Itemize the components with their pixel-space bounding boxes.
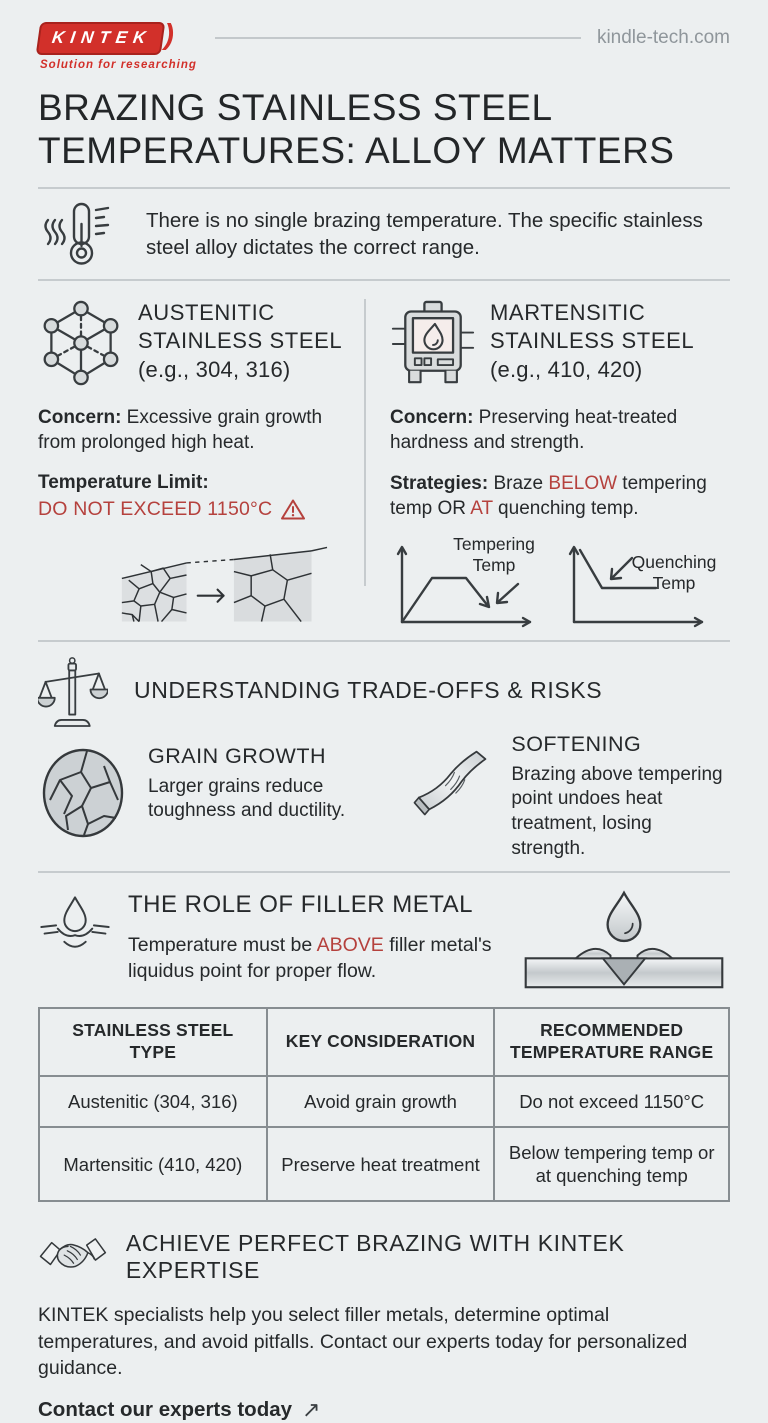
title-line-2: TEMPERATURES: ALLOY MATTERS [38,129,675,171]
austenitic-heading [138,297,342,385]
alloy-spec-table [38,1007,730,1202]
austenitic-grades: (e.g., 304, 316) [138,357,291,382]
kintek-logo [38,19,197,71]
martensitic-column [366,297,730,632]
strategies-text: quenching temp. [492,497,639,519]
table-header-type: STAINLESS STEEL TYPE [39,1008,267,1076]
martensitic-grades: (e.g., 410, 420) [490,357,643,382]
header [38,0,730,71]
strategies-at-highlight: AT [470,497,493,519]
table-header-row [39,1008,729,1076]
table-cell: Do not exceed 1150°C [494,1076,729,1127]
martensitic-concern [390,406,730,455]
strategies-text: Braze [488,473,549,495]
martensitic-heading-line2: STAINLESS STEEL [490,328,695,354]
website-link[interactable]: kindle-tech.com [596,27,730,48]
strategies-text: tempering temp OR [390,473,707,519]
alloy-comparison-section [38,281,730,632]
quenching-chart-label: Quenching Temp [631,551,717,593]
filler-heading: THE ROLE OF FILLER METAL [128,891,473,919]
table-cell: Avoid grain growth [267,1076,495,1127]
bent-bar-icon [410,732,491,832]
softening-title: SOFTENING [511,731,642,756]
logo-tagline: Solution for researching [40,59,197,71]
martensitic-heading [490,297,694,385]
tradeoff-cards [38,732,730,862]
table-cell: Below tempering temp or at quenching temp [494,1127,729,1201]
cracked-sphere-icon [38,744,128,840]
softening-card [410,732,730,862]
grain-growth-text: Larger grains reduce toughness and ductility. [148,775,346,822]
concern-label: Concern: [390,406,474,428]
softening-text: Brazing above tempering point undoes heat treatment, losing strength. [511,763,723,859]
intro-section [38,189,730,279]
title-line-1: BRAZING STAINLESS STEEL [38,87,553,128]
quenching-chart [560,532,730,632]
strategies-label: Strategies: [390,473,489,495]
martensitic-heading-line1: MARTENSITIC [490,299,646,325]
concern-label: Concern: [38,406,122,428]
concern-text: Preserving heat-treated hardness and strength. [390,406,678,453]
temperature-limit-warning [38,498,350,521]
limit-warning-text: DO NOT EXCEED 1150°C [38,498,273,521]
table-header-consideration: KEY CONSIDERATION [267,1008,495,1076]
logo-bracket-shape: ) [164,19,174,51]
filler-text [128,933,500,984]
grain-growth-title: GRAIN GROWTH [148,743,326,768]
external-arrow-icon: ↗ [302,1396,321,1422]
tempering-chart [390,532,560,632]
joint-wetting-illustration [518,887,730,993]
footer-heading: ACHIEVE PERFECT BRAZING WITH KINTEK EXPERTISE [125,1230,625,1284]
austenitic-concern [38,406,350,455]
tempering-chart-label: Tempering Temp [453,533,535,575]
filler-metal-section [38,873,730,993]
table-cell: Austenitic (304, 316) [39,1076,267,1127]
table-row [39,1076,729,1127]
table-cell: Preserve heat treatment [267,1127,495,1201]
filler-above-highlight: ABOVE [316,934,384,957]
tradeoffs-section-header [38,642,730,730]
strategies-below-highlight: BELOW [548,473,618,495]
handshake-icon [38,1228,108,1286]
table-header-range: RECOMMENDED TEMPERATURE RANGE [494,1008,729,1076]
austenitic-heading-line2: STAINLESS STEEL [138,328,343,354]
grain-growth-diagram [96,525,346,625]
balance-scale-icon [38,652,108,730]
crystal-lattice-icon [38,297,124,391]
temperature-limit-label: Temperature Limit: [38,472,209,494]
table-cell: Martensitic (410, 420) [39,1127,267,1201]
martensitic-strategies [390,472,730,521]
warning-triangle-icon [280,498,306,521]
filler-text-pre: Temperature must be [128,934,317,957]
header-divider-line [215,37,581,39]
filler-text-post: filler metal's liquidus point for proper flow. [128,934,492,982]
droplet-icon [38,887,112,967]
thermometer-icon [38,200,120,268]
contact-experts-link[interactable] [38,1397,730,1423]
footer-cta-header [38,1228,730,1286]
page-title [38,87,730,173]
footer-text: KINTEK specialists help you select filler metals, determine optimal temperatures, and avoid pitfalls. Contact our experts today for personalized guidance. [38,1304,688,1380]
kintek-logo-badge: KINTEK [36,22,166,55]
intro-text: There is no single brazing temperature. The specific stainless steel alloy dictates the correct range. [146,208,703,259]
temperature-charts [390,532,730,632]
contact-link-label[interactable]: Contact our experts today [38,1397,293,1421]
concern-text: Excessive grain growth from prolonged high heat. [38,406,323,453]
furnace-icon [390,297,476,391]
grain-growth-card [38,732,410,862]
tradeoffs-heading: UNDERSTANDING TRADE-OFFS & RISKS [134,677,603,704]
table-row [39,1127,729,1201]
austenitic-heading-line1: AUSTENITIC [138,299,275,325]
austenitic-column [38,297,350,632]
